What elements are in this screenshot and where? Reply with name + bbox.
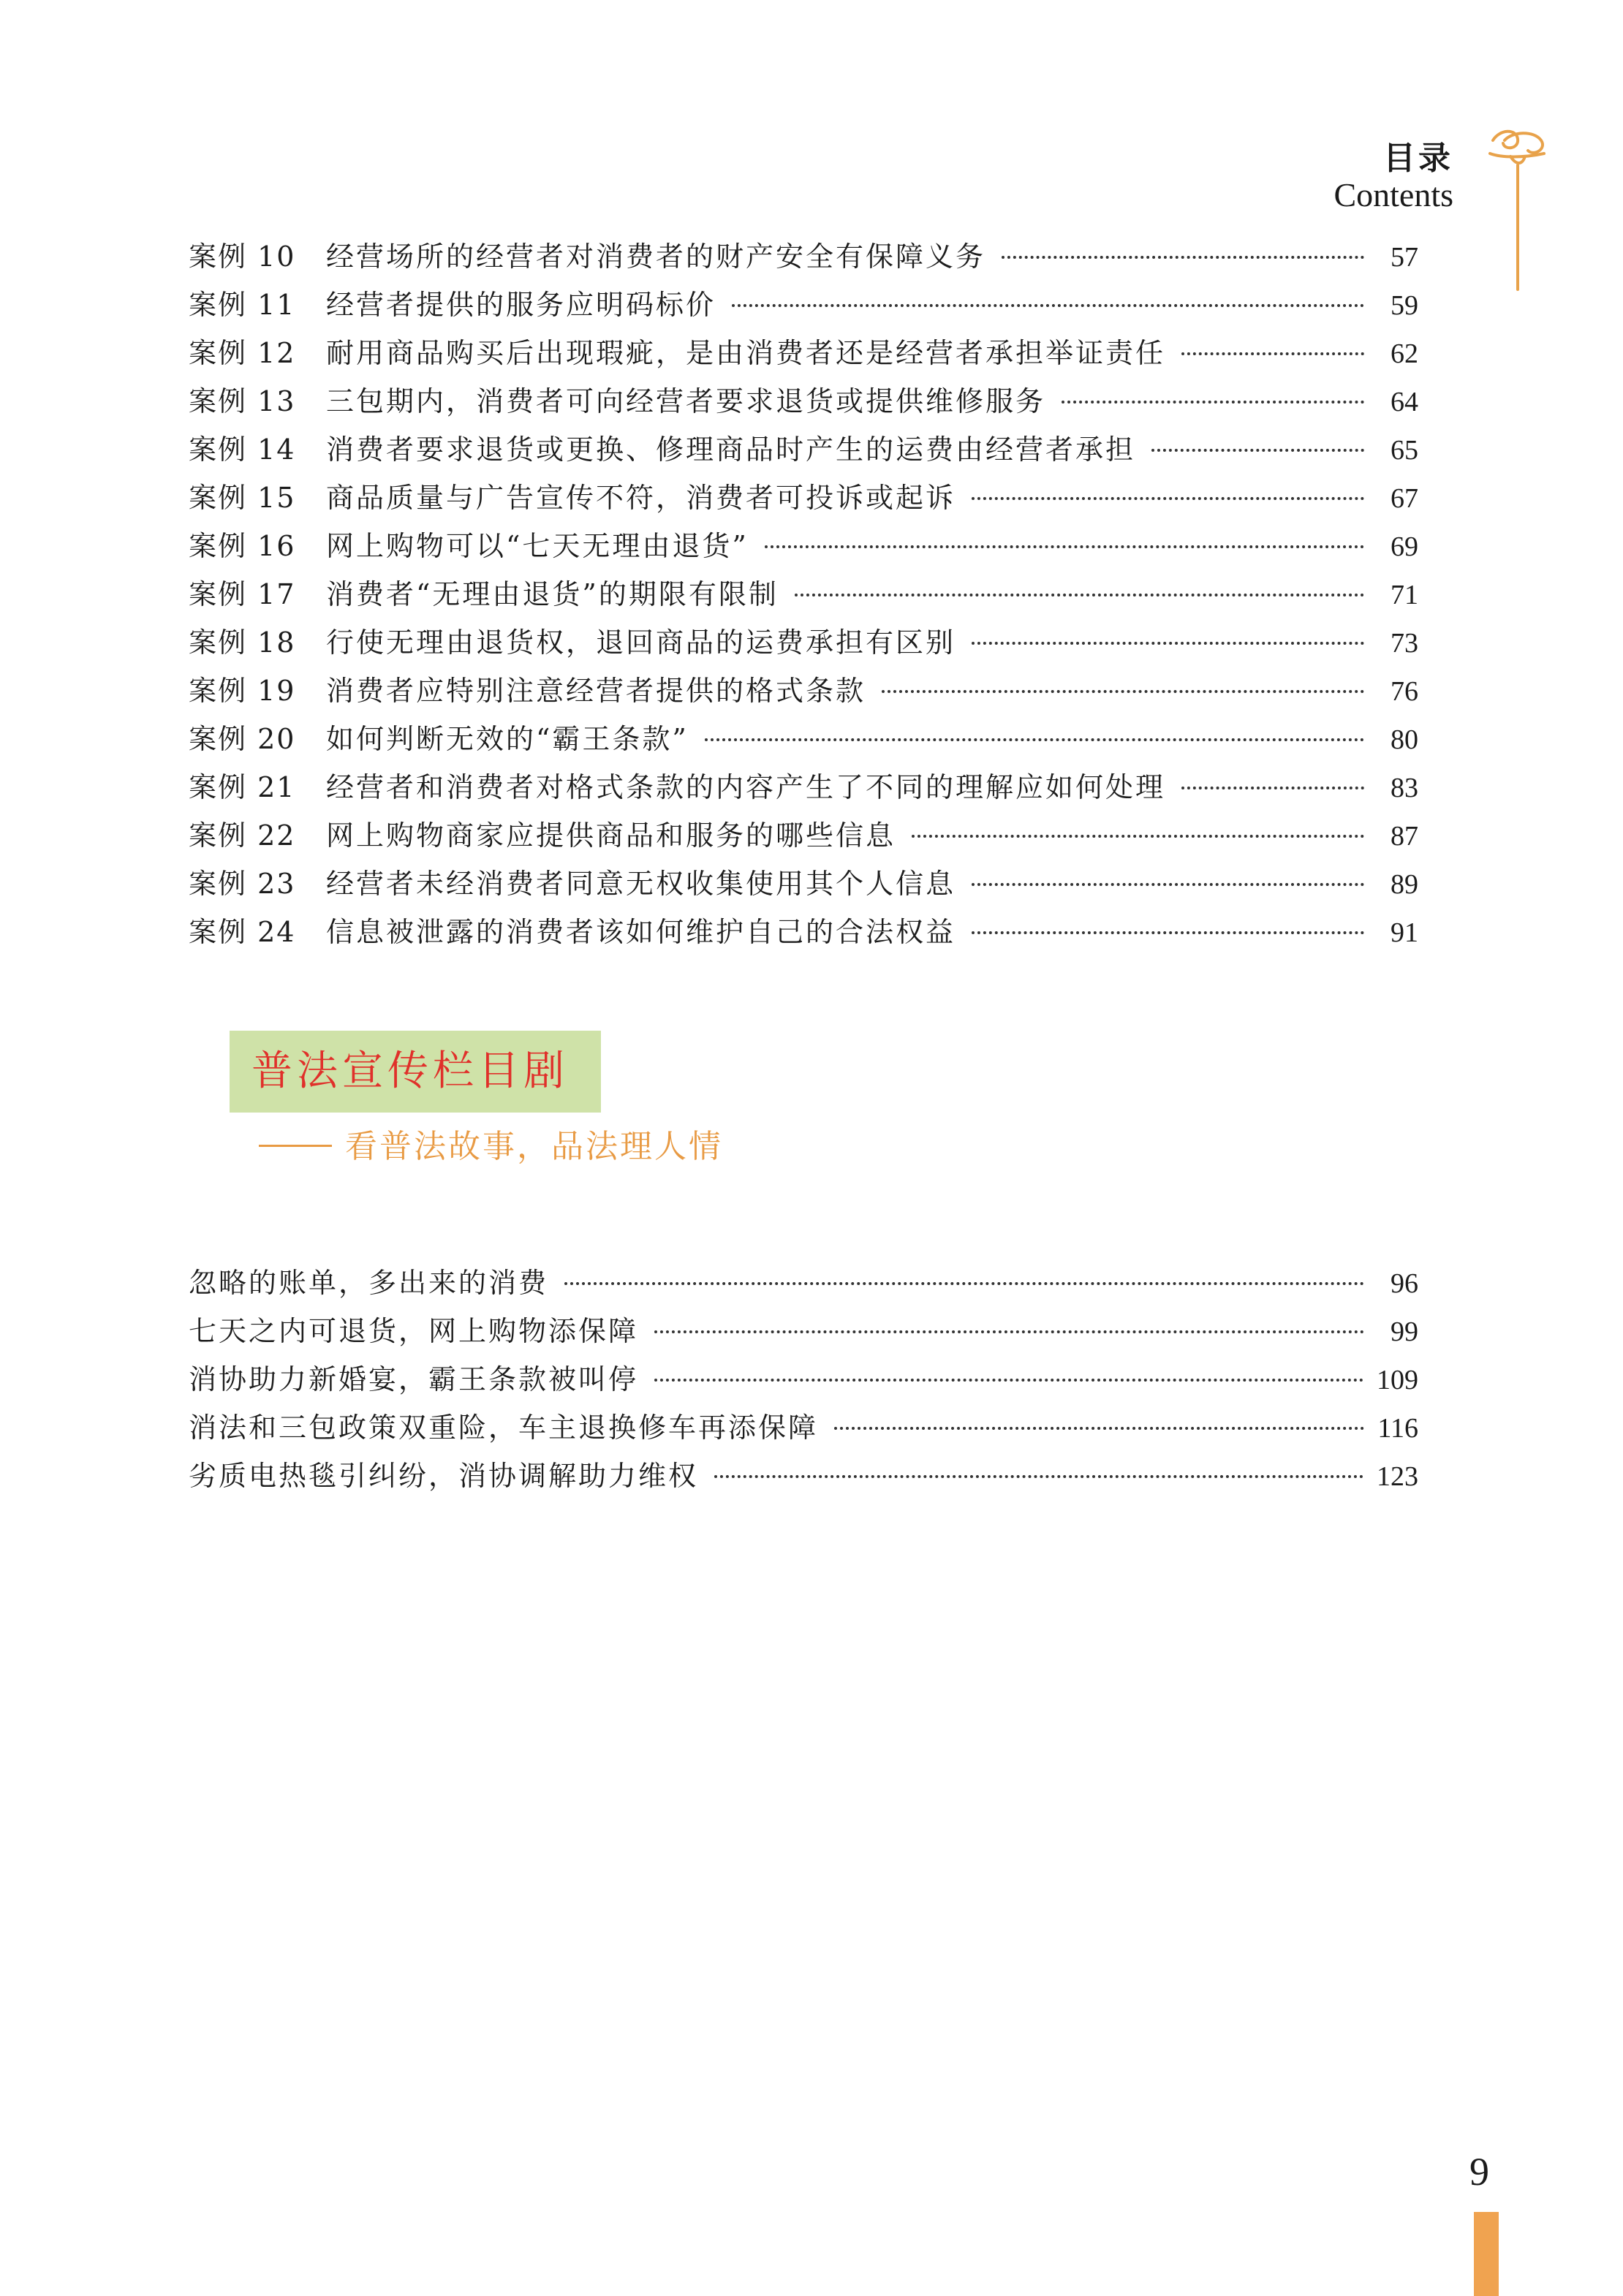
entry-page-number: 59: [1391, 290, 1418, 321]
subtitle-dash: [259, 1145, 332, 1147]
toc-entry[interactable]: [189, 522, 1418, 570]
entry-page-number: 80: [1391, 724, 1418, 755]
entry-page-number: 99: [1391, 1316, 1418, 1347]
leader-dots: [1181, 352, 1364, 355]
entry-title: 三包期内，消费者可向经营者要求退货或提供维修服务: [326, 385, 1046, 417]
entry-page-number: 91: [1391, 917, 1418, 948]
toc-entry[interactable]: [189, 763, 1418, 811]
leader-dots: [654, 1330, 1364, 1333]
leader-dots: [732, 304, 1364, 307]
case-number: 案例 17: [189, 578, 296, 610]
toc-entry[interactable]: [189, 715, 1418, 763]
case-number: 案例 21: [189, 771, 296, 803]
entry-page-number: 57: [1391, 242, 1418, 273]
entry-page-number: 65: [1391, 435, 1418, 466]
toc-entry[interactable]: [189, 281, 1418, 329]
leader-dots: [972, 931, 1364, 934]
entry-page-number: 109: [1377, 1365, 1418, 1395]
toc-entry[interactable]: [189, 618, 1418, 667]
toc-entry[interactable]: [189, 860, 1418, 908]
entry-page-number: 71: [1391, 580, 1418, 610]
case-number: 案例 14: [189, 433, 296, 466]
toc-entry[interactable]: [189, 1307, 1418, 1355]
entry-page-number: 89: [1391, 869, 1418, 900]
entry-title: 经营者和消费者对格式条款的内容产生了不同的理解应如何处理: [326, 771, 1166, 803]
toc-entry[interactable]: [189, 811, 1418, 860]
page-number: 9: [1469, 2150, 1489, 2194]
case-number: 案例 11: [189, 289, 296, 321]
leader-dots: [1062, 401, 1364, 403]
entry-title: 消法和三包政策双重险，车主退换修车再添保障: [189, 1412, 819, 1444]
contents-heading-en: Contents: [1333, 176, 1453, 213]
entry-page-number: 87: [1391, 821, 1418, 852]
toc-entry[interactable]: [189, 667, 1418, 715]
toc-entry[interactable]: [189, 377, 1418, 425]
case-number: 案例 22: [189, 819, 296, 852]
leader-dots: [972, 642, 1364, 645]
entry-page-number: 83: [1391, 773, 1418, 803]
entry-page-number: 69: [1391, 531, 1418, 562]
case-number: 案例 24: [189, 916, 296, 948]
entry-page-number: 96: [1391, 1268, 1418, 1299]
entry-title: 信息被泄露的消费者该如何维护自己的合法权益: [326, 916, 956, 948]
contents-heading-cn: 目录: [1383, 140, 1453, 177]
entry-title: 网上购物可以“七天无理由退货”: [326, 530, 749, 562]
toc-entry[interactable]: [189, 1403, 1418, 1452]
case-number: 案例 16: [189, 530, 296, 562]
entry-title: 劣质电热毯引纠纷，消协调解助力维权: [189, 1460, 699, 1492]
leader-dots: [705, 738, 1364, 741]
case-list: [189, 232, 1418, 956]
leader-dots: [972, 497, 1364, 500]
story-list: [189, 1259, 1418, 1500]
entry-title: 经营场所的经营者对消费者的财产安全有保障义务: [326, 240, 986, 273]
page-edge-tab: [1474, 2212, 1499, 2296]
entry-page-number: 123: [1377, 1461, 1418, 1492]
toc-entry[interactable]: [189, 1452, 1418, 1500]
toc-entry[interactable]: [189, 425, 1418, 474]
entry-page-number: 62: [1391, 338, 1418, 369]
toc-entry[interactable]: [189, 474, 1418, 522]
case-number: 案例 23: [189, 868, 296, 900]
toc-entry[interactable]: [189, 329, 1418, 377]
entry-title: 行使无理由退货权，退回商品的运费承担有区别: [326, 626, 956, 659]
entry-title: 网上购物商家应提供商品和服务的哪些信息: [326, 819, 896, 852]
entry-page-number: 67: [1391, 483, 1418, 514]
leader-dots: [654, 1379, 1363, 1382]
entry-page-number: 76: [1391, 676, 1418, 707]
entry-title: 经营者未经消费者同意无权收集使用其个人信息: [326, 868, 956, 900]
leader-dots: [972, 883, 1364, 886]
entry-title: 耐用商品购买后出现瑕疵，是由消费者还是经营者承担举证责任: [326, 337, 1166, 369]
case-number: 案例 18: [189, 626, 296, 659]
toc-entry[interactable]: [189, 232, 1418, 281]
toc-entry[interactable]: [189, 1259, 1418, 1307]
entry-page-number: 64: [1391, 387, 1418, 417]
leader-dots: [1002, 256, 1364, 259]
entry-title: 商品质量与广告宣传不符，消费者可投诉或起诉: [326, 482, 956, 514]
entry-title: 经营者提供的服务应明码标价: [326, 289, 716, 321]
toc-entry[interactable]: [189, 908, 1418, 956]
toc-entry[interactable]: [189, 1355, 1418, 1403]
toc-entry[interactable]: [189, 570, 1418, 618]
leader-dots: [564, 1282, 1364, 1285]
entry-title: 如何判断无效的“霸王条款”: [326, 723, 689, 755]
entry-title: 忽略的账单，多出来的消费: [189, 1267, 549, 1299]
section-subtitle: 看普法故事，品法理人情: [345, 1128, 723, 1165]
leader-dots: [882, 690, 1364, 693]
entry-title: 消费者应特别注意经营者提供的格式条款: [326, 675, 866, 707]
case-number: 案例 10: [189, 240, 296, 273]
case-number: 案例 20: [189, 723, 296, 755]
leader-dots: [1181, 787, 1364, 789]
scroll-ornament-icon: [1483, 124, 1550, 292]
leader-dots: [1151, 449, 1364, 452]
case-number: 案例 19: [189, 675, 296, 707]
leader-dots: [714, 1475, 1363, 1478]
entry-title: 七天之内可退货，网上购物添保障: [189, 1315, 639, 1347]
case-number: 案例 12: [189, 337, 296, 369]
case-number: 案例 15: [189, 482, 296, 514]
section-title: 普法宣传栏目剧: [251, 1047, 569, 1095]
entry-title: 消协助力新婚宴，霸王条款被叫停: [189, 1363, 639, 1395]
leader-dots: [765, 545, 1364, 548]
leader-dots: [912, 835, 1364, 838]
entry-title: 消费者“无理由退货”的期限有限制: [326, 578, 779, 610]
entry-title: 消费者要求退货或更换、修理商品时产生的运费由经营者承担: [326, 433, 1136, 466]
leader-dots: [795, 594, 1364, 596]
entry-page-number: 116: [1377, 1413, 1418, 1444]
case-number: 案例 13: [189, 385, 296, 417]
entry-page-number: 73: [1391, 628, 1418, 659]
leader-dots: [834, 1427, 1364, 1430]
